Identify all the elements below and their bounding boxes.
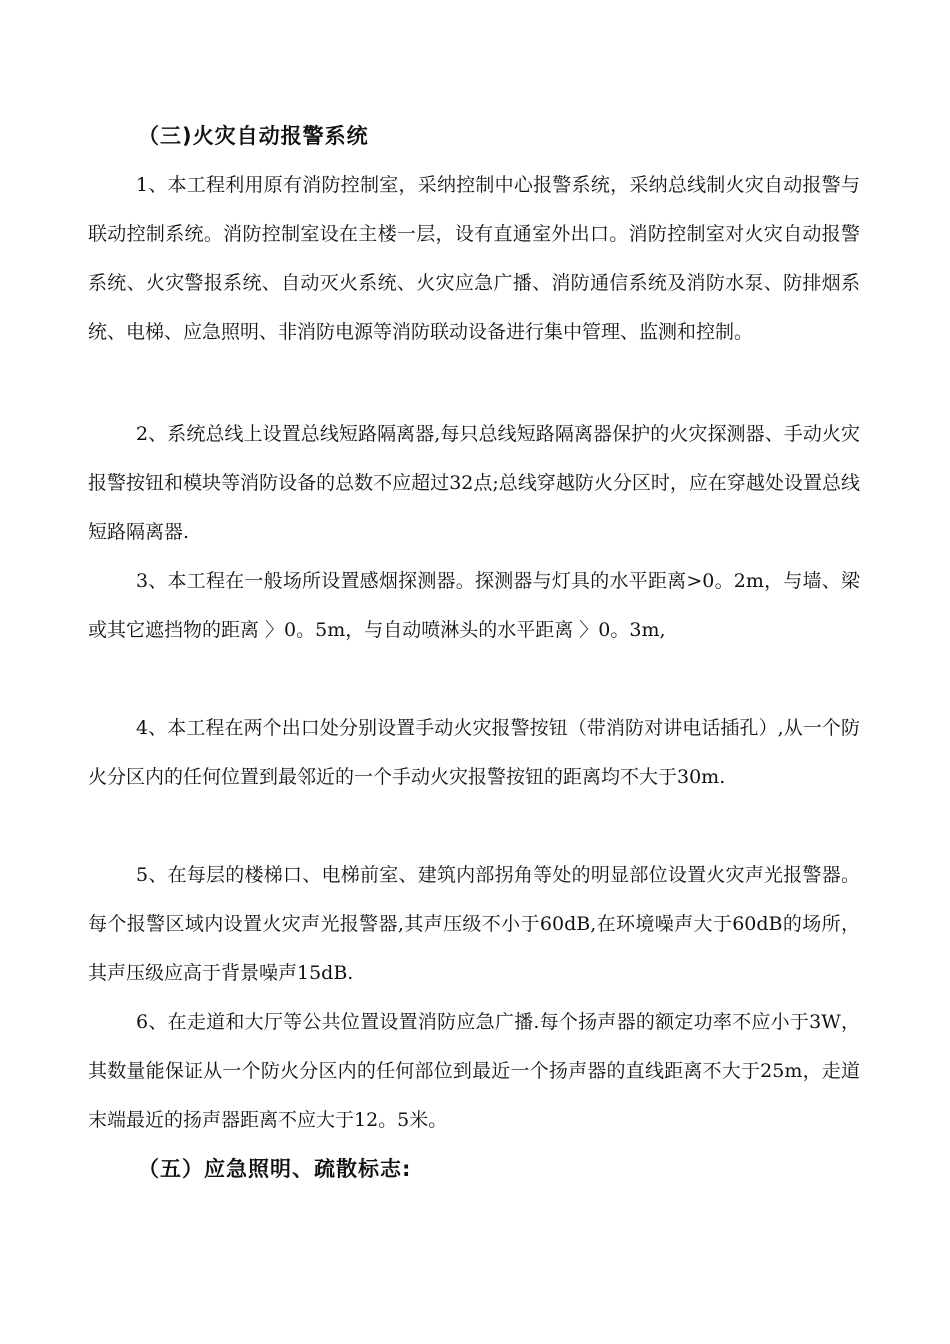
paragraph-1: 1、本工程利用原有消防控制室，采纳控制中心报警系统，采纳总线制火灾自动报警与联动控制系统。消防控制室设在主楼一层，设有直通室外出口。消防控制室对火灾自动报警系统、火灾警报系统、自动灭火系统、火灾应急广播、消防通信系统及消防水泵、防排烟系统、电梯、应急照明、非消防电源等消防联动设备进行集中管理、监测和控制。 <box>88 174 860 343</box>
section-heading-fire-alarm: （三)火灾自动报警系统 <box>138 124 369 148</box>
paragraph-2: 2、系统总线上设置总线短路隔离器,每只总线短路隔离器保护的火灾探测器、手动火灾报警按钮和模块等消防设备的总数不应超过32点;总线穿越防火分区时，应在穿越处设置总线短路隔离器. <box>88 423 860 543</box>
paragraph-3: 3、本工程在一般场所设置感烟探测器。探测器与灯具的水平距离>0。2m，与墙、梁或其它遮挡物的距离 〉0。5m，与自动喷淋头的水平距离 〉0。3m, <box>88 570 860 641</box>
paragraph-5: 5、在每层的楼梯口、电梯前室、建筑内部拐角等处的明显部位设置火灾声光报警器。每个报警区域内设置火灾声光报警器,其声压级不小于60dB,在环境噪声大于60dB的场所，其声压级应高于背景噪声15dB. <box>88 864 860 984</box>
section-heading-emergency-lighting: （五）应急照明、疏散标志: <box>138 1157 412 1181</box>
paragraph-4: 4、本工程在两个出口处分别设置手动火灾报警按钮（带消防对讲电话插孔）,从一个防火分区内的任何位置到最邻近的一个手动火灾报警按钮的距离均不大于30m. <box>88 717 860 788</box>
paragraph-6: 6、在走道和大厅等公共位置设置消防应急广播.每个扬声器的额定功率不应小于3W，其数量能保证从一个防火分区内的任何部位到最近一个扬声器的直线距离不大于25m，走道末端最近的扬声器距离不应大于12。5米。 <box>88 1011 860 1131</box>
